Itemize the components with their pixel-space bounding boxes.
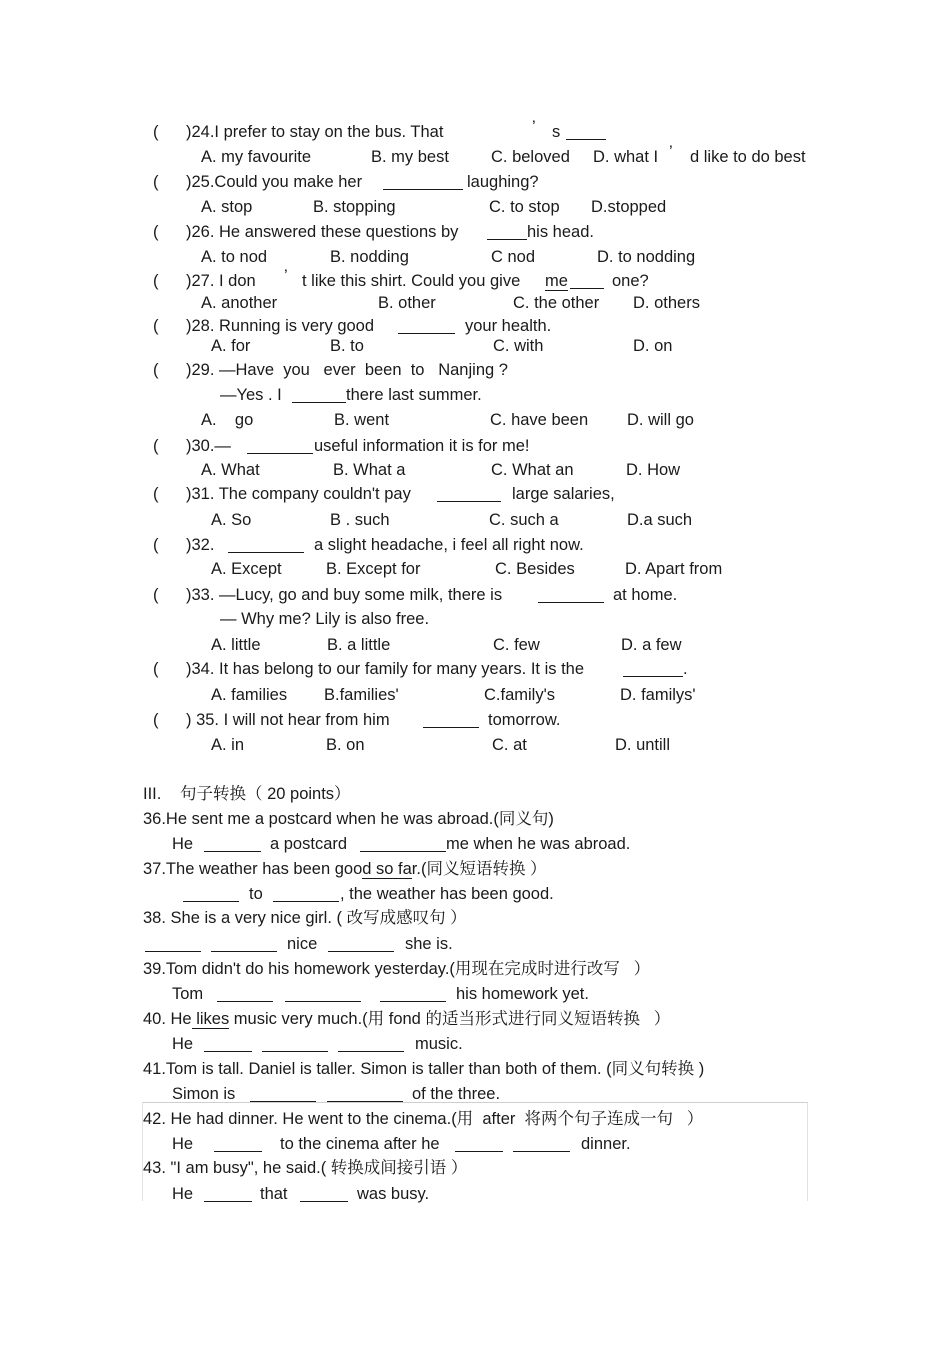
q34-option-c: C.family's [484, 686, 555, 704]
q35-option-a: A. in [211, 736, 245, 754]
q40-stem-b: music very much.(用 fond 的适当形式进行同义短语转换 ） [229, 1010, 671, 1028]
blank [338, 1036, 404, 1052]
q30-stem: )30.— [186, 437, 231, 455]
q27-option-a: A. another [201, 294, 278, 312]
q28-option-b: B. to [330, 337, 364, 355]
section3-number: III. [143, 785, 162, 803]
q25-option-d: D.stopped [591, 198, 667, 216]
blank [262, 1036, 328, 1052]
q29-option-a: A. go [201, 411, 254, 429]
q31-option-a: A. So [211, 511, 252, 529]
blank [455, 1136, 503, 1152]
q43-answer-that: that [260, 1185, 288, 1203]
blank [538, 587, 604, 603]
q33-reply: — Why me? Lily is also free. [220, 610, 430, 628]
q31-paren: ( [153, 485, 159, 503]
blank [247, 438, 313, 454]
q27-apostrophe: ’ [284, 267, 288, 285]
blank [398, 318, 455, 334]
q43-answer-tail: was busy. [357, 1185, 430, 1203]
q32-tail: a slight headache, i feel all right now. [314, 536, 584, 554]
q35-option-c: C. at [492, 736, 527, 754]
q34-tail: . [683, 660, 688, 678]
q30-option-c: C. What an [491, 461, 574, 479]
q40-stem [143, 1009, 670, 1029]
q36-answer-postcard: a postcard [270, 835, 348, 853]
q33-paren: ( [153, 586, 159, 604]
q32-option-a: A. Except [211, 560, 282, 578]
q36-answer-tail: me when he was abroad. [446, 835, 631, 853]
blank [204, 1186, 252, 1202]
q27-paren: ( [153, 272, 159, 290]
q26-paren: ( [153, 223, 159, 241]
blank [217, 986, 273, 1002]
blank [437, 486, 501, 502]
blank [228, 537, 304, 553]
q35-stem: ) 35. I will not hear from him [186, 711, 390, 729]
q37-answer-tail: , the weather has been good. [340, 885, 554, 903]
q34-stem: )34. It has belong to our family for many years. It is the [186, 660, 585, 678]
blank [300, 1186, 348, 1202]
q33-option-c: C. few [493, 636, 540, 654]
q37-stem-b: r.(同义短语转换 ） [411, 860, 547, 878]
q32-paren: ( [153, 536, 159, 554]
q33-option-d: D. a few [621, 636, 682, 654]
q27-option-d: D. others [633, 294, 700, 312]
q26-tail: his head. [527, 223, 594, 241]
blank [360, 836, 446, 852]
q33-stem: )33. —Lucy, go and buy some milk, there is [186, 586, 503, 604]
blank [380, 986, 446, 1002]
q42-answer-he: He [172, 1135, 194, 1153]
q30-paren: ( [153, 437, 159, 455]
q34-option-b: B.families' [324, 686, 399, 704]
q26-stem: )26. He answered these questions by [186, 223, 459, 241]
q26-option-c: C nod [491, 248, 536, 266]
blank [566, 124, 606, 140]
q30-option-b: B. What a [333, 461, 406, 479]
q41-answer-simon: Simon is [172, 1085, 236, 1103]
q26-option-d: D. to nodding [597, 248, 696, 266]
q35-paren: ( [153, 711, 159, 729]
blank [285, 986, 361, 1002]
blank [292, 387, 346, 403]
blank [204, 836, 261, 852]
q28-option-a: A. for [211, 337, 251, 355]
q42-answer-tail: dinner. [581, 1135, 631, 1153]
q30-option-d: D. How [626, 461, 681, 479]
q38-answer-nice: nice [287, 935, 318, 953]
q42-answer-mid: to the cinema after he [280, 1135, 440, 1153]
q32-stem: )32. [186, 536, 215, 554]
blank [383, 174, 463, 190]
q29-option-b: B. went [334, 411, 390, 429]
q27-me-text: me [545, 272, 568, 290]
q27-tail: one? [612, 272, 649, 290]
blank [204, 1036, 252, 1052]
q25-option-a: A. stop [201, 198, 253, 216]
blank [513, 1136, 570, 1152]
q34-option-a: A. families [211, 686, 288, 704]
q29-option-c: C. have been [490, 411, 589, 429]
q24-option-d-apostrophe: ’ [669, 143, 673, 161]
q39-stem: 39.Tom didn't do his homework yesterday.(用现在完成时进行改写 ） [143, 960, 651, 978]
q27-me [545, 271, 568, 291]
q37-stem-a: 37.The weather has been goo [143, 860, 363, 878]
q25-option-b: B. stopping [313, 198, 396, 216]
q39-answer-tail: his homework yet. [456, 985, 589, 1003]
q24-paren: ( [153, 123, 159, 141]
q27-stem-rest: t like this shirt. Could you give [302, 272, 521, 290]
q28-option-c: C. with [493, 337, 544, 355]
blank [273, 886, 339, 902]
q28-stem: )28. Running is very good [186, 317, 375, 335]
q40-stem-a: 40. He [143, 1010, 192, 1028]
q26-option-a: A. to nod [201, 248, 268, 266]
blank [570, 273, 604, 289]
q25-stem: )25.Could you make her [186, 173, 363, 191]
q36-stem: 36.He sent me a postcard when he was abroad.(同义句) [143, 810, 554, 828]
q34-paren: ( [153, 660, 159, 678]
blank [183, 886, 239, 902]
q42-stem: 42. He had dinner. He went to the cinema.(用 after 将两个句子连成一句 ） [143, 1110, 704, 1128]
q38-answer-tail: she is. [405, 935, 453, 953]
q34-option-d: D. familys' [620, 686, 696, 704]
blank [214, 1136, 262, 1152]
q32-option-c: C. Besides [495, 560, 575, 578]
q38-stem: 38. She is a very nice girl. ( 改写成感叹句 ） [143, 909, 467, 927]
q37-answer-to: to [249, 885, 263, 903]
blank [487, 224, 527, 240]
blank [327, 1086, 403, 1102]
q27-option-c: C. the other [513, 294, 600, 312]
q24-s: s [552, 123, 561, 141]
q37-stem [143, 859, 547, 879]
q32-option-d: D. Apart from [625, 560, 723, 578]
q29-paren: ( [153, 361, 159, 379]
q40-answer-tail: music. [415, 1035, 463, 1053]
q28-tail: your health. [465, 317, 552, 335]
q24-option-a: A. my favourite [201, 148, 312, 166]
q31-option-b: B . such [330, 511, 390, 529]
q33-tail: at home. [613, 586, 678, 604]
q30-option-a: A. What [201, 461, 260, 479]
q41-answer-tail: of the three. [412, 1085, 501, 1103]
q24-apostrophe: ’ [532, 118, 536, 136]
q25-tail: laughing? [467, 173, 539, 191]
q32-option-b: B. Except for [326, 560, 421, 578]
q33-option-b: B. a little [327, 636, 391, 654]
q28-paren: ( [153, 317, 159, 335]
q24-option-c: C. beloved [491, 148, 570, 166]
q31-option-c: C. such a [489, 511, 559, 529]
q25-paren: ( [153, 173, 159, 191]
q37-stem-underlined: d so fa [362, 860, 412, 878]
blank [145, 936, 201, 952]
section3-title: 句子转换（ 20 points） [180, 785, 351, 803]
q24-option-d-rest: d like to do best [690, 148, 806, 166]
q40-stem-underlined: likes [191, 1010, 230, 1028]
q31-stem: )31. The company couldn't pay [186, 485, 411, 503]
blank [623, 661, 683, 677]
q39-answer-tom: Tom [172, 985, 204, 1003]
q29-option-d: D. will go [627, 411, 694, 429]
q27-option-b: B. other [378, 294, 436, 312]
q30-tail: useful information it is for me! [314, 437, 530, 455]
q43-answer-he: He [172, 1185, 194, 1203]
q35-option-d: D. untill [615, 736, 671, 754]
q24-option-b: B. my best [371, 148, 449, 166]
q31-option-d: D.a such [627, 511, 693, 529]
q35-option-b: B. on [326, 736, 365, 754]
q28-option-d: D. on [633, 337, 673, 355]
q31-tail: large salaries, [512, 485, 615, 503]
q29-answer-tail: there last summer. [346, 386, 482, 404]
blank [423, 712, 479, 728]
q33-option-a: A. little [211, 636, 261, 654]
blank [211, 936, 277, 952]
q25-option-c: C. to stop [489, 198, 560, 216]
blank [250, 1086, 316, 1102]
q43-stem: 43. "I am busy", he said.( 转换成间接引语 ） [143, 1159, 468, 1177]
q29-answer-prefix: —Yes . I [220, 386, 282, 404]
q26-option-b: B. nodding [330, 248, 409, 266]
blank [328, 936, 394, 952]
q29-stem: )29. —Have you ever been to Nanjing ? [186, 361, 508, 379]
q24-option-d: D. what I [593, 148, 659, 166]
q24-stem: )24.I prefer to stay on the bus. That [186, 123, 444, 141]
q27-stem: )27. I don [186, 272, 256, 290]
q35-tail: tomorrow. [488, 711, 561, 729]
q41-stem: 41.Tom is tall. Daniel is taller. Simon is taller than both of them. (同义句转换 ) [143, 1060, 705, 1078]
q36-answer-he: He [172, 835, 194, 853]
q40-answer-he: He [172, 1035, 194, 1053]
